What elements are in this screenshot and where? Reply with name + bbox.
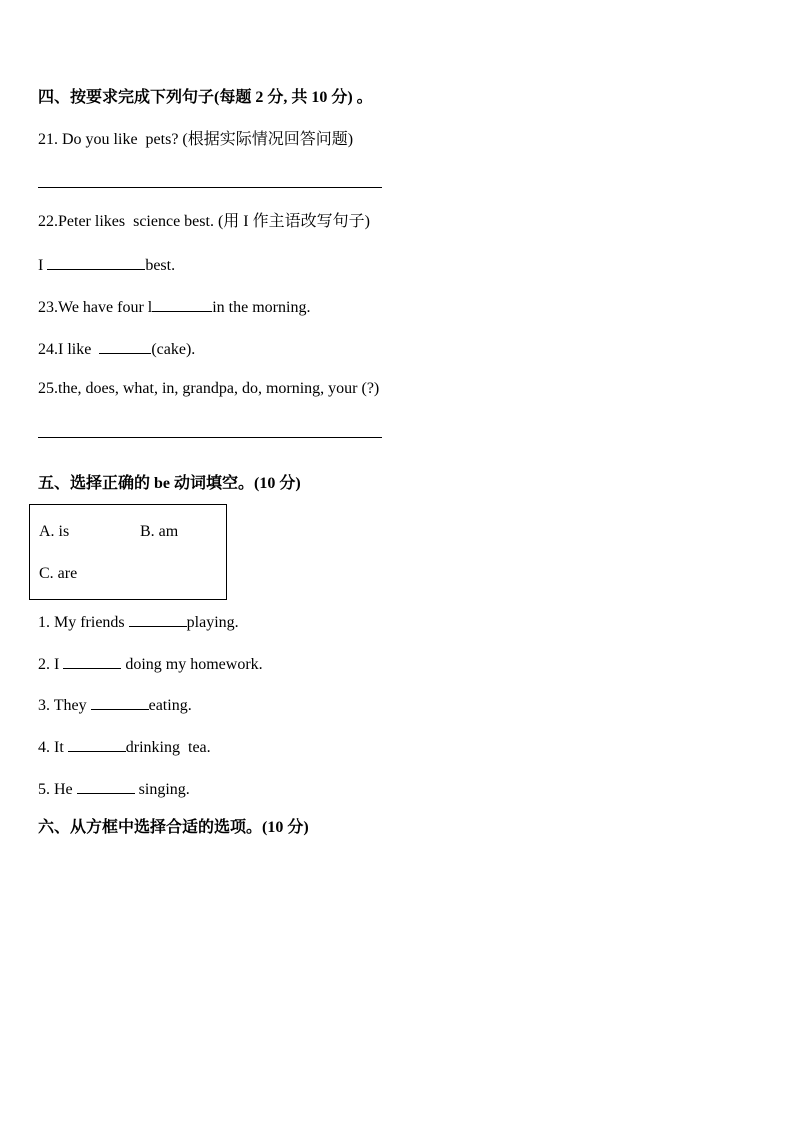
option-c: C. are <box>39 565 78 582</box>
q22-blank[interactable] <box>47 254 145 270</box>
be-q1-prefix: 1. My friends <box>38 614 129 631</box>
option-b: B. am <box>140 523 179 540</box>
q24-suffix: (cake). <box>151 341 196 358</box>
be-question-2 <box>38 653 263 675</box>
be-q5-suffix: singing. <box>134 781 190 798</box>
be-q4-prefix: 4. It <box>38 739 68 756</box>
be-q2-blank[interactable] <box>63 653 121 669</box>
be-q5-prefix: 5. He <box>38 781 77 798</box>
answer-line-25[interactable] <box>38 437 382 438</box>
q23-blank[interactable] <box>152 296 212 312</box>
q23-suffix: in the morning. <box>212 299 311 316</box>
question-24 <box>38 338 195 360</box>
q24-blank[interactable] <box>99 338 151 354</box>
section-4-heading: 四、按要求完成下列句子(每题 2 分, 共 10 分) 。 <box>38 89 373 106</box>
answer-line-21[interactable] <box>38 187 382 188</box>
options-box <box>29 504 227 600</box>
question-23 <box>38 296 310 318</box>
question-22-answer <box>38 254 175 276</box>
q24-prefix: 24.I like <box>38 341 100 358</box>
question-22: 22.Peter likes science best. (用 I 作主语改写句子) <box>38 213 370 230</box>
be-question-4 <box>38 736 211 758</box>
be-q1-blank[interactable] <box>129 611 187 627</box>
question-21: 21. Do you like pets? (根据实际情况回答问题) <box>38 131 354 148</box>
question-25: 25.the, does, what, in, grandpa, do, morning, your (?) <box>38 380 380 397</box>
be-q4-suffix: drinking tea. <box>125 739 211 756</box>
be-q3-suffix: eating. <box>148 697 192 714</box>
be-q2-suffix: doing my homework. <box>121 656 263 673</box>
q22-answer-suffix: best. <box>145 257 176 274</box>
be-question-1 <box>38 611 239 633</box>
q22-answer-prefix: I <box>38 257 48 274</box>
be-question-5 <box>38 778 190 800</box>
option-a: A. is <box>39 523 70 540</box>
q23-prefix: 23.We have four l <box>38 299 153 316</box>
be-q3-prefix: 3. They <box>38 697 91 714</box>
section-6-heading: 六、从方框中选择合适的选项。(10 分) <box>38 819 309 836</box>
be-q1-suffix: playing. <box>186 614 239 631</box>
be-q5-blank[interactable] <box>77 778 135 794</box>
be-q3-blank[interactable] <box>91 694 149 710</box>
be-question-3 <box>38 694 192 716</box>
be-q4-blank[interactable] <box>68 736 126 752</box>
section-5-heading: 五、选择正确的 be 动词填空。(10 分) <box>38 475 301 492</box>
be-q2-prefix: 2. I <box>38 656 64 673</box>
